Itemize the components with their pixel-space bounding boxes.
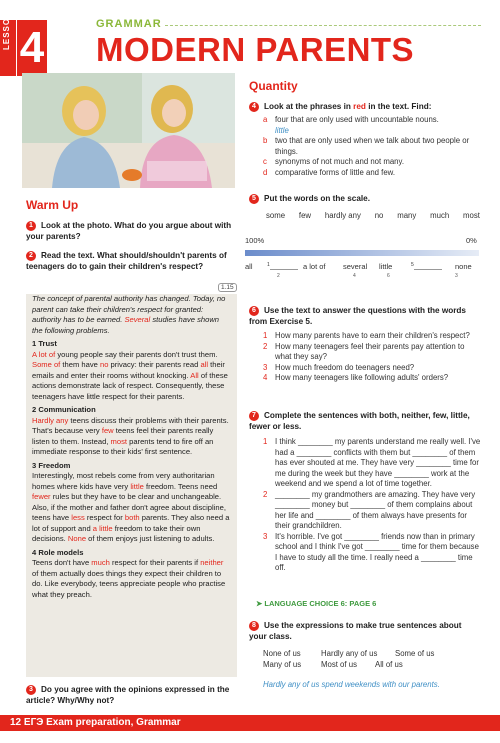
page-number: 12 [10, 717, 22, 728]
list-item: b two that are only used when we talk about two people or things. [263, 136, 470, 156]
section-4-text: Teens don't have much respect for their parents if neither of them actually does things they expect their children to do. Like everybody, teens appreciate people who practise what they preach. [32, 558, 226, 599]
list-item: 1 I think ________ my parents understand me really well. I've had a ________ conflicts with them but ________ of them has ever shouted at me. They have very ________ time for me during the week but they have ________ work at the weekend and we spend a lot of time together. [263, 437, 481, 488]
lesson-tab [0, 11, 16, 76]
page-title: MODERN PARENTS [96, 31, 415, 68]
exercise-3-number: 3 [26, 685, 36, 695]
quantity-heading: Quantity [249, 79, 298, 93]
category-label: GRAMMAR [96, 18, 162, 30]
section-3-heading: 3 Freedom [32, 460, 71, 470]
exercise-5-number: 5 [249, 194, 259, 204]
section-2-heading: 2 Communication [32, 405, 96, 414]
list-item: 3 It's horrible. I've got ________ friends now than in primary school and I think I've got ________ time for them because I have to study all the time. I really need a ________ time off. [263, 531, 479, 572]
section-2-text: Hardly any teens discuss their problems with their parents. That's because very few teens feel their parents really listen to them. Instead, most parents tend to fire off an immediate response to their kids' first sentence. [32, 415, 229, 456]
warmup-heading: Warm Up [26, 198, 79, 212]
lesson-label: LESSON [2, 11, 11, 50]
list-item: 2 ________ my grandmothers are amazing. They have very ________ money but ________ of them complains about her life and ________ of them always have presents for their grandchildren. [263, 489, 476, 530]
exercise-7: 7 Complete the sentences with both, neither, few, little, fewer or less. [249, 411, 470, 431]
exercise-6: 6 Use the text to answer the questions with the words from Exercise 5. [249, 306, 466, 326]
exercise-6-number: 6 [249, 306, 259, 316]
exercise-6-list [263, 331, 481, 384]
list-item: d comparative forms of little and few. [263, 167, 396, 177]
intro-red: Several [124, 315, 151, 324]
expression-bank: None of us Hardly any of us Some of us Many of us Most of us All of us [263, 649, 435, 669]
scale-bar [245, 250, 479, 256]
list-item: 3 How much freedom do teenagers need? [263, 362, 415, 372]
scale-right-label: 0% [466, 236, 477, 245]
list-item: 2 How many teenagers feel their parents pay attention to what they say? [263, 341, 465, 361]
example-sentence: Hardly any of us spend weekends with our parents. [263, 680, 440, 689]
section-1-heading: 1 Trust [32, 339, 57, 348]
list-item: little [275, 125, 289, 135]
list-item: 1 How many parents have to earn their children's respect? [263, 331, 470, 340]
intro-1: The concept of parental authority has changed. Today, no parent can take their children's respect for granted: authority has to be earned. [32, 294, 226, 324]
exercise-7-list [263, 437, 481, 574]
arrow-icon: ➤ [256, 599, 265, 608]
exercise-8-number: 8 [249, 621, 259, 631]
section-3-text: Interestingly, most rebels come from very authoritarian homes where kids have very little freedom. Teens need fewer rules but they have to be clear and unchangeable. Also, if the mother and father don't agree about discipline, teens have less respect for both parents. They also need a lot of support and a little freedom to take their own decisions. None of them enjoys just listening to adults. [32, 471, 230, 543]
exercise-5: 5 Put the words on the scale. [249, 193, 481, 204]
reading-text [26, 294, 237, 677]
list-item: 4 How many teenagers like following adults' orders? [263, 373, 449, 382]
exercise-3 [26, 684, 240, 706]
section-4-heading: 4 Role models [32, 547, 84, 557]
scale-left-label: 100% [245, 236, 265, 245]
list-item: c synonyms of not much and not many. [263, 157, 405, 166]
exercise-1-number: 1 [26, 221, 36, 231]
exercise-1 [26, 220, 240, 242]
exercise-1-text: Look at the photo. What do you argue about with your parents? [26, 221, 232, 241]
language-choice-link[interactable]: ➤ LANGUAGE CHOICE 6: PAGE 6 [256, 599, 377, 608]
exercise-8: 8 Use the expressions to make true sentences about your class. [249, 621, 462, 641]
lesson-number: 4 [17, 20, 47, 76]
page-footer [0, 715, 500, 731]
section-1-text: A lot of young people say their parents don't trust them. Some of them have no privacy: their parents read all their emails and enter their rooms without knocking. All of these actions demonstrate lack of respect. Consequently, these teenagers have little respect for their parents. [32, 349, 228, 401]
exercise-4-number: 4 [249, 102, 259, 112]
photo-mother-daughter [22, 73, 235, 188]
exercise-3-text: Do you agree with the opinions expressed in the article? Why/Why not? [26, 685, 230, 705]
exercise-4: 4 Look at the phrases in red in the text. Find: [249, 101, 481, 112]
header-divider [165, 25, 481, 26]
exercise-7-number: 7 [249, 411, 259, 421]
exercise-2-text: Read the text. What should/shouldn't parents of teenagers do to gain their children's respect? [26, 251, 227, 271]
exercise-2-number: 2 [26, 251, 36, 261]
footer-text: ЕГЭ Exam preparation, Grammar [23, 717, 181, 728]
audio-track-badge[interactable]: 1.15 [218, 283, 237, 292]
exercise-4-list [263, 115, 481, 178]
scale-word-bank: some few hardly any no many much most [266, 211, 480, 220]
intro-2: studies have shown the following problems. [32, 315, 220, 335]
list-item: a four that are only used with uncountable nouns. [263, 115, 439, 124]
exercise-2 [26, 250, 240, 272]
